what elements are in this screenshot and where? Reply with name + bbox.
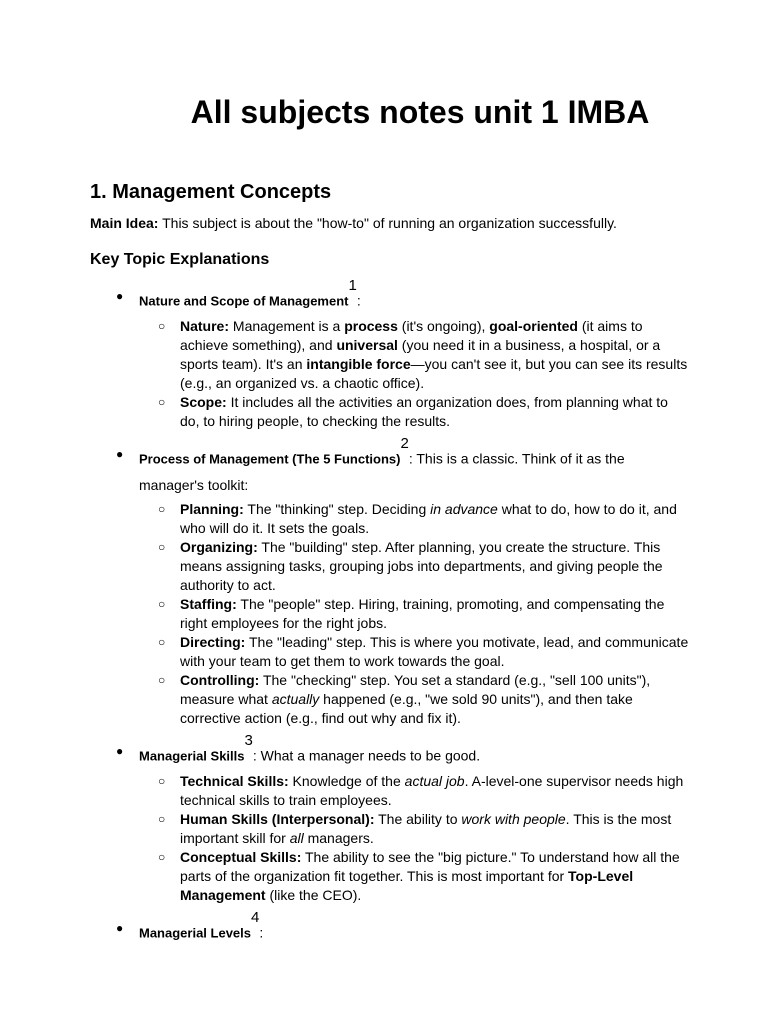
sub-topic-text: The "thinking" step. Deciding: [243, 501, 431, 518]
sub-topic-text: The "checking" step. You set a standard (e.g., "sell 100 units"), measure what: [180, 672, 651, 708]
footnote-marker[interactable]: 4: [251, 908, 260, 926]
sub-topic-text: what to do, how to do it, and who will do it. It sets the goals.: [180, 501, 677, 537]
sub-topic-text: (like the CEO).: [265, 886, 362, 903]
topic-title: Managerial Levels: [139, 925, 251, 941]
bullet-circle-icon: ○: [158, 811, 166, 826]
emphasis-italic: actually: [271, 691, 320, 708]
sub-topic-label: Technical Skills:: [180, 772, 289, 789]
topic-heading: [139, 732, 690, 770]
sub-topic-item: [139, 671, 690, 728]
topic-description: : This is a classic. Think of it as the manager's toolkit:: [139, 450, 625, 494]
emphasis-italic: in advance: [430, 501, 498, 518]
sub-topic-text: —you can't see it, but you can see its results (e.g., an organized vs. a chaotic office).: [180, 355, 688, 391]
sub-topic-label: Staffing:: [180, 596, 237, 613]
topic-item: [90, 908, 690, 947]
emphasis-italic: actual job: [404, 772, 465, 789]
sub-topic-text: The ability to: [374, 810, 462, 827]
emphasis-italic: all: [289, 829, 304, 846]
sub-topic-item: [139, 538, 690, 595]
sub-topic-label: Nature:: [180, 317, 230, 334]
sub-topic-text: managers.: [303, 829, 374, 846]
section-heading: 1. Management Concepts: [90, 181, 332, 203]
topic-title: Nature and Scope of Management: [139, 293, 349, 309]
sub-topic-text: It includes all the activities an organization does, from planning what to do, to hiring people, to checking the results.: [180, 393, 668, 429]
sub-topic-item: [139, 633, 690, 671]
topic-title: Process of Management (The 5 Functions): [139, 451, 401, 467]
main-idea-text: This subject is about the "how-to" of running an organization successfully.: [158, 215, 617, 231]
footnote-marker[interactable]: 3: [244, 732, 253, 750]
sub-topic-text: Management is a: [229, 317, 345, 334]
sub-topic-label: Scope:: [180, 393, 227, 410]
sub-topic-text: . A-level-one supervisor needs high technical skills to train employees.: [180, 772, 684, 808]
emphasis-bold: process: [344, 317, 398, 334]
sub-topic-text: The ability to see the "big picture." To understand how all the parts of the organization fit together. This is most important for: [180, 848, 680, 884]
footnote-marker[interactable]: 1: [348, 277, 357, 294]
topic-heading: [139, 434, 690, 499]
sub-topic-list: [139, 772, 690, 905]
sub-topic-label: Controlling:: [180, 672, 260, 689]
bullet-circle-icon: ○: [158, 318, 166, 333]
sub-topic-label: Conceptual Skills:: [180, 848, 302, 865]
sub-topic-label: Human Skills (Interpersonal):: [180, 810, 375, 827]
topic-item: [90, 732, 690, 905]
sub-topic-list: [139, 317, 690, 431]
sub-topic-label: Organizing:: [180, 539, 258, 556]
sub-topic-item: [139, 772, 690, 810]
topic-description: : What a manager needs to be good.: [252, 747, 481, 764]
bullet-disc-icon: ●: [116, 289, 124, 303]
sub-topic-item: [139, 810, 690, 848]
footnote-marker[interactable]: 2: [400, 434, 409, 452]
bullet-circle-icon: ○: [158, 673, 166, 688]
sub-topic-text: . This is the most important skill for: [180, 810, 672, 846]
topic-item: [90, 434, 690, 729]
bullet-circle-icon: ○: [158, 635, 166, 650]
sub-topic-list: [139, 500, 690, 728]
sub-topic-text: The "leading" step. This is where you motivate, lead, and communicate with your team to get them to work towards the goal.: [180, 634, 689, 670]
sub-topic-text: happened (e.g., "we sold 90 units"), and then take corrective action (e.g., find out why and fix it).: [180, 691, 633, 727]
sub-topic-item: [139, 500, 690, 538]
bullet-circle-icon: ○: [158, 773, 166, 788]
bullet-circle-icon: ○: [158, 502, 166, 517]
sub-topic-item: [139, 595, 690, 633]
sub-topic-label: Planning:: [180, 501, 244, 518]
bullet-circle-icon: ○: [158, 849, 166, 864]
sub-topic-item: [139, 393, 690, 431]
key-topics-heading: Key Topic Explanations: [90, 251, 270, 268]
topic-heading: [139, 277, 690, 315]
sub-topic-text: The "building" step. After planning, you create the structure. This means assigning tasks, grouping jobs into departments, and giving people the authority to act.: [180, 539, 663, 594]
emphasis-bold: goal-oriented: [489, 317, 578, 334]
bullet-circle-icon: ○: [158, 540, 166, 555]
sub-topic-label: Directing:: [180, 634, 246, 651]
bullet-disc-icon: ●: [116, 446, 124, 461]
emphasis-bold: intangible force: [306, 355, 411, 372]
topic-item: [90, 277, 690, 431]
sub-topic-text: (it's ongoing),: [397, 317, 490, 334]
bullet-circle-icon: ○: [158, 597, 166, 612]
topic-heading: [139, 908, 690, 947]
main-idea-label: Main Idea:: [90, 215, 159, 231]
main-idea: [90, 214, 617, 233]
sub-topic-text: The "people" step. Hiring, training, promoting, and compensating the right employees for the right jobs.: [180, 596, 665, 632]
sub-topic-item: [139, 848, 690, 905]
topic-description: :: [356, 292, 361, 309]
emphasis-bold: Top-Level Management: [180, 867, 634, 903]
topic-list: [90, 277, 690, 957]
sub-topic-text: (it aims to achieve something), and: [180, 317, 643, 353]
sub-topic-text: (you need it in a business, a hospital, or a sports team). It's an: [180, 336, 661, 372]
sub-topic-text: Knowledge of the: [288, 772, 405, 789]
bullet-disc-icon: ●: [116, 920, 124, 935]
emphasis-bold: universal: [336, 336, 398, 353]
topic-title: Managerial Skills: [139, 748, 245, 764]
sub-topic-item: [139, 317, 690, 393]
bullet-disc-icon: ●: [116, 744, 124, 759]
topic-description: :: [259, 924, 264, 941]
document-title: All subjects notes unit 1 IMBA: [190, 94, 650, 130]
emphasis-italic: work with people: [461, 810, 566, 827]
bullet-circle-icon: ○: [158, 394, 166, 409]
